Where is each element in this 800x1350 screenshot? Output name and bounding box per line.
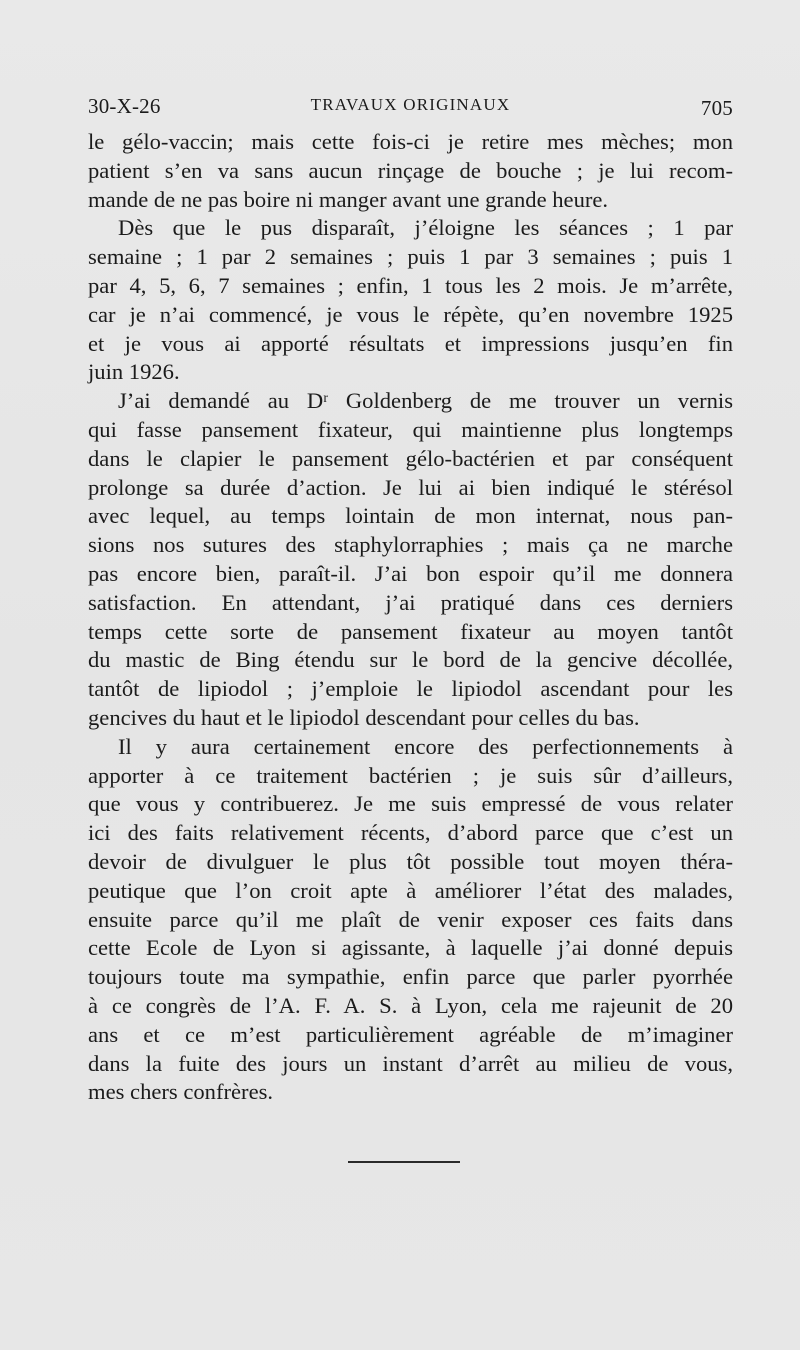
text-line: du mastic de Bing étendu sur le bord de la gencive décollée, [88,647,733,673]
paragraph-2 [88,214,733,387]
text-line: à ce congrès de l’A. F. A. S. à Lyon, cela me rajeunit de 20 [88,992,733,1018]
paragraph-4 [88,733,733,1107]
text-line: ici des faits relativement récents, d’abord parce que c’est un [88,820,733,846]
text-line: cette Ecole de Lyon si agissante, à laquelle j’ai donné depuis [88,935,733,961]
text-line: apporter à ce traitement bactérien ; je suis sûr d’ailleurs, [88,762,733,788]
text-line: satisfaction. En attendant, j’ai pratiqué dans ces derniers [88,589,733,615]
text-line: avec lequel, au temps lointain de mon internat, nous pan- [88,503,733,529]
text-line: toujours toute ma sympathie, enfin parce que parler pyorrhée [88,964,733,990]
text-line: devoir de divulguer le plus tôt possible tout moyen théra- [88,848,733,874]
text-line: le gélo-vaccin; mais cette fois-ci je retire mes mèches; mon [88,129,733,154]
text-line: Dès que le pus disparaît, j’éloigne les séances ; 1 par [118,215,733,241]
text-line: sions nos sutures des staphylorraphies ; mais ça ne marche [88,532,733,558]
text-line: mes chers confrères. [88,1079,274,1105]
text-line: que vous y contribuerez. Je me suis empressé de vous relater [88,791,733,817]
text-line: semaine ; 1 par 2 semaines ; puis 1 par 3 semaines ; puis 1 [88,244,733,270]
text-line: qui fasse pansement fixateur, qui maintienne plus longtemps [88,416,733,442]
text-line: dans la fuite des jours un instant d’arrêt au milieu de vous, [88,1050,733,1076]
text-line: pas encore bien, paraît-il. J’ai bon espoir qu’il me donnera [88,560,733,586]
paragraph-3 [88,387,733,733]
text-line: tantôt de lipiodol ; j’emploie le lipiodol ascendant pour les [88,676,733,702]
text-line: prolonge sa durée d’action. Je lui ai bien indiqué le stérésol [88,474,733,500]
text-line: mande de ne pas boire ni manger avant une grande heure. [88,186,609,212]
header-date: 30-X-26 [88,94,161,118]
end-of-article-rule [348,1161,460,1163]
text-line: car je n’ai commencé, je vous le répète, qu’en novembre 1925 [88,301,733,327]
text-line: par 4, 5, 6, 7 semaines ; enfin, 1 tous les 2 mois. Je m’arrête, [88,272,733,298]
text-line: gencives du haut et le lipiodol descendant pour celles du bas. [88,704,640,730]
header-section-title: TRAVAUX ORIGINAUX [310,95,511,114]
page-number: 705 [700,96,733,120]
text-line: ensuite parce qu’il me plaît de venir exposer ces faits dans [88,906,733,932]
text-line: patient s’en va sans aucun rinçage de bouche ; je lui recom- [88,157,733,183]
text-line: J’ai demandé au Dʳ Goldenberg de me trouver un vernis [118,388,733,414]
text-line: temps cette sorte de pansement fixateur au moyen tantôt [88,618,733,644]
text-line: Il y aura certainement encore des perfectionnements à [118,733,733,759]
body-text [88,128,733,1107]
paragraph-1 [88,128,733,214]
running-header [88,94,733,124]
text-line: peutique que l’on croit apte à améliorer l’état des malades, [88,877,733,903]
text-line: dans le clapier le pansement gélo-bactérien et par conséquent [88,445,733,471]
text-line: juin 1926. [88,359,180,385]
text-line: ans et ce m’est particulièrement agréable de m’imaginer [88,1021,733,1047]
text-line: et je vous ai apporté résultats et impressions jusqu’en fin [88,330,733,356]
